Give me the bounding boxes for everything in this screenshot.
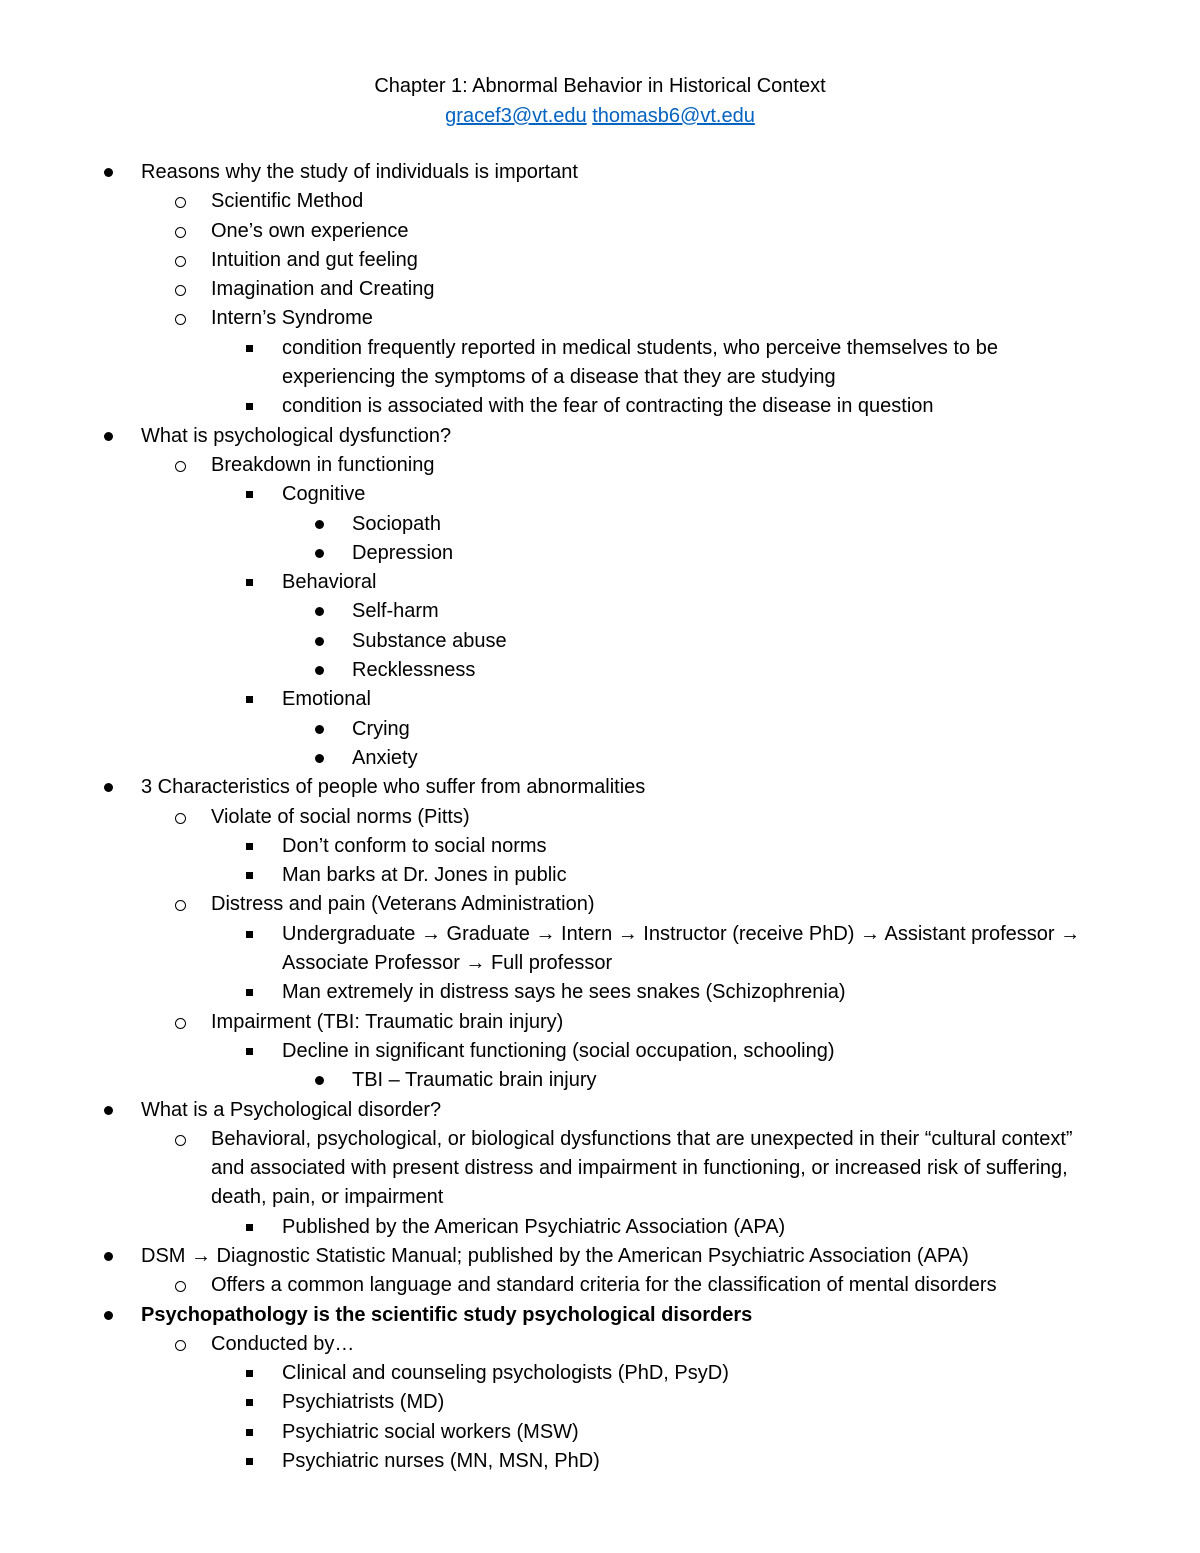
list-item-level-2	[0, 275, 1200, 304]
list-item-level-1	[0, 158, 1200, 187]
list-item-text: Substance abuse	[352, 629, 507, 652]
page-title: Chapter 1: Abnormal Behavior in Historical Context	[374, 75, 826, 97]
list-item-level-2	[0, 451, 1200, 480]
list-item-text: What is psychological dysfunction?	[141, 424, 452, 447]
list-item-text: Depression	[352, 541, 454, 564]
list-item-level-1	[0, 1242, 1200, 1271]
circle-bullet-icon	[175, 890, 186, 911]
email-link-gracef3[interactable]: gracef3@vt.edu	[445, 105, 587, 127]
list-item-text: Clinical and counseling psychologists (PhD, PsyD)	[282, 1362, 729, 1385]
list-item-text: Man extremely in distress says he sees snakes (Schizophrenia)	[282, 981, 846, 1004]
list-item-text: condition is associated with the fear of contracting the disease in question	[282, 395, 934, 418]
list-item-text: Decline in significant functioning (social occupation, schooling)	[282, 1039, 835, 1062]
circle-bullet-icon	[175, 187, 186, 208]
disc-bullet-icon	[104, 422, 113, 441]
list-item-level-2	[0, 1330, 1200, 1359]
list-item-level-3	[0, 1213, 1112, 1242]
list-item-level-1	[0, 422, 1200, 451]
list-item-level-2	[0, 217, 1200, 246]
list-item-text: Psychiatric nurses (MN, MSN, PhD)	[282, 1450, 600, 1473]
list-item-text: Psychopathology is the scientific study psychological disorders	[141, 1303, 753, 1326]
list-item-text: Cognitive	[282, 483, 366, 506]
list-item-level-3	[0, 1037, 1112, 1066]
list-item-level-2	[0, 304, 1200, 333]
list-item-text: One’s own experience	[211, 219, 409, 242]
list-item-level-3	[0, 1418, 1112, 1447]
list-item-level-1	[0, 773, 1200, 802]
list-item-level-3	[0, 978, 1112, 1007]
list-item-text: Self-harm	[352, 600, 439, 623]
list-item-text: Psychiatric social workers (MSW)	[282, 1420, 579, 1443]
disc-bullet-icon	[104, 773, 113, 792]
list-item-text: Scientific Method	[211, 190, 364, 213]
list-item-level-3	[0, 920, 1112, 979]
list-item-level-3	[0, 480, 1112, 509]
disc-bullet-icon	[315, 597, 324, 616]
disc-bullet-icon	[315, 627, 324, 646]
list-item-text: Reasons why the study of individuals is important	[141, 161, 578, 183]
square-bullet-icon	[246, 978, 253, 996]
list-item-level-2	[0, 890, 1200, 919]
circle-bullet-icon	[175, 1008, 186, 1029]
circle-bullet-icon	[175, 451, 186, 472]
list-item-level-4	[0, 510, 1200, 539]
email-links	[0, 103, 1200, 129]
list-item-level-3	[0, 1359, 1112, 1388]
square-bullet-icon	[246, 685, 253, 703]
square-bullet-icon	[246, 1037, 253, 1055]
list-item-level-2	[0, 1271, 1111, 1300]
disc-bullet-icon	[315, 510, 324, 529]
square-bullet-icon	[246, 568, 253, 586]
list-item-level-4	[0, 715, 1200, 744]
outline-list	[0, 158, 1200, 1476]
disc-bullet-icon	[104, 158, 113, 177]
circle-bullet-icon	[175, 803, 186, 824]
square-bullet-icon	[246, 392, 253, 410]
disc-bullet-icon	[315, 656, 324, 675]
list-item-text: Imagination and Creating	[211, 278, 435, 301]
list-item-level-3	[0, 334, 1112, 393]
list-item-text: Recklessness	[352, 659, 476, 682]
list-item-text: Behavioral	[282, 571, 377, 594]
list-item-text: Behavioral, psychological, or biological dysfunctions that are unexpected in their “cultural context” and associated with present distress and impairment in functioning, or increased risk of suffering, death, pain, or impairment	[211, 1127, 1073, 1209]
list-item-text: Undergraduate → Graduate → Intern → Instructor (receive PhD) → Assistant professor → Associate Professor → Full professor	[282, 922, 1081, 975]
list-item-level-3	[0, 685, 1112, 714]
list-item-text: Published by the American Psychiatric Association (APA)	[282, 1215, 786, 1238]
list-item-level-2	[0, 187, 1200, 216]
square-bullet-icon	[246, 1213, 253, 1231]
list-item-level-4	[0, 744, 1200, 773]
circle-bullet-icon	[175, 304, 186, 325]
square-bullet-icon	[246, 1447, 253, 1465]
circle-bullet-icon	[175, 275, 186, 296]
circle-bullet-icon	[175, 1330, 186, 1351]
square-bullet-icon	[246, 1388, 253, 1406]
list-item-level-3	[0, 861, 1112, 890]
disc-bullet-icon	[104, 1096, 113, 1115]
list-item-text: Distress and pain (Veterans Administration)	[211, 893, 595, 916]
list-item-level-4	[0, 539, 1200, 568]
square-bullet-icon	[246, 861, 253, 879]
square-bullet-icon	[246, 1418, 253, 1436]
list-item-level-2	[0, 1008, 1200, 1037]
list-item-text: Man barks at Dr. Jones in public	[282, 864, 567, 887]
circle-bullet-icon	[175, 217, 186, 238]
list-item-text: Emotional	[282, 688, 371, 711]
list-item-text: Breakdown in functioning	[211, 453, 435, 476]
square-bullet-icon	[246, 1359, 253, 1377]
circle-bullet-icon	[175, 1271, 186, 1292]
list-item-level-1	[0, 1301, 1200, 1330]
list-item-level-4	[0, 1066, 1200, 1095]
list-item-text: Crying	[352, 717, 410, 740]
list-item-text: Don’t conform to social norms	[282, 834, 547, 857]
list-item-level-3	[0, 1388, 1112, 1417]
square-bullet-icon	[246, 832, 253, 850]
list-item-text: What is a Psychological disorder?	[141, 1098, 442, 1121]
list-item-text: 3 Characteristics of people who suffer from abnormalities	[141, 776, 646, 799]
list-item-level-2	[0, 803, 1200, 832]
square-bullet-icon	[246, 334, 253, 352]
circle-bullet-icon	[175, 246, 186, 267]
list-item-text: Intuition and gut feeling	[211, 248, 418, 271]
list-item-text: Offers a common language and standard criteria for the classification of mental disorders	[211, 1274, 997, 1297]
list-item-text: Conducted by…	[211, 1332, 355, 1355]
list-item-level-2	[0, 246, 1200, 275]
disc-bullet-icon	[315, 1066, 324, 1085]
list-item-text: Sociopath	[352, 512, 441, 535]
list-item-level-2	[0, 1125, 1111, 1213]
disc-bullet-icon	[315, 715, 324, 734]
list-item-text: Impairment (TBI: Traumatic brain injury)	[211, 1010, 564, 1033]
list-item-text: TBI – Traumatic brain injury	[352, 1069, 597, 1092]
disc-bullet-icon	[104, 1242, 113, 1261]
list-item-text: DSM → Diagnostic Statistic Manual; published by the American Psychiatric Association (APA)	[141, 1244, 969, 1267]
list-item-text: condition frequently reported in medical students, who perceive themselves to be experiencing the symptoms of a disease that they are studying	[282, 336, 998, 389]
list-item-level-4	[0, 597, 1200, 626]
list-item-level-3	[0, 392, 1112, 421]
list-item-level-3	[0, 1447, 1112, 1476]
disc-bullet-icon	[315, 744, 324, 763]
list-item-level-4	[0, 627, 1200, 656]
list-item-level-3	[0, 568, 1112, 597]
email-link-thomasb6[interactable]: thomasb6@vt.edu	[592, 105, 755, 127]
list-item-text: Violate of social norms (Pitts)	[211, 805, 470, 828]
disc-bullet-icon	[104, 1301, 113, 1320]
list-item-level-1	[0, 1096, 1200, 1125]
list-item-level-3	[0, 832, 1112, 861]
square-bullet-icon	[246, 920, 253, 938]
square-bullet-icon	[246, 480, 253, 498]
circle-bullet-icon	[175, 1125, 186, 1146]
disc-bullet-icon	[315, 539, 324, 558]
list-item-level-4	[0, 656, 1200, 685]
list-item-text: Intern’s Syndrome	[211, 307, 373, 330]
list-item-text: Psychiatrists (MD)	[282, 1391, 445, 1414]
list-item-text: Anxiety	[352, 746, 418, 769]
